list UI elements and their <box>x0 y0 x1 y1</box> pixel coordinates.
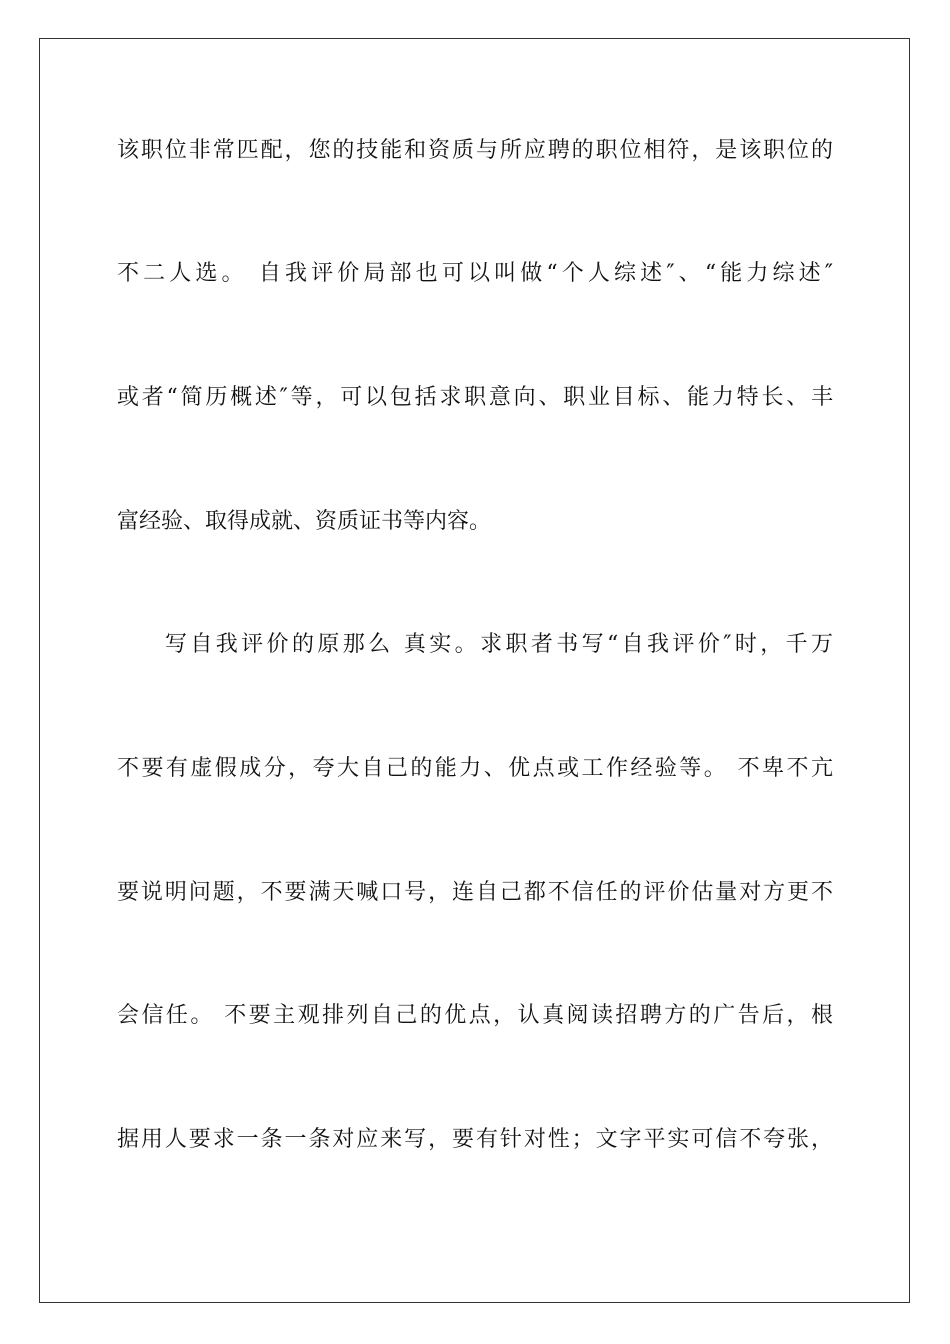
page-border <box>39 38 910 1303</box>
text-line-2: 不二人选。 自我评价局部也可以叫做“个人综述″、“能力综述″ <box>117 261 833 286</box>
text-line-9: 据用人要求一条一条对应来写，要有针对性；文字平实可信不夸张， <box>117 1127 833 1152</box>
text-line-3: 或者“简历概述″等，可以包括求职意向、职业目标、能力特长、丰 <box>117 385 833 410</box>
text-line-4: 富经验、取得成就、资质证书等内容。 <box>117 509 492 534</box>
text-line-6: 不要有虚假成分，夸大自己的能力、优点或工作经验等。 不卑不亢 <box>117 756 833 781</box>
text-line-1: 该职位非常匹配，您的技能和资质与所应聘的职位相符，是该职位的 <box>117 138 833 163</box>
text-line-7: 要说明问题，不要满天喊口号，连自己都不信任的评价估量对方更不 <box>117 880 833 905</box>
paragraph-start-line: 写自我评价的原那么 真实。求职者书写“自我评价″时，千万 <box>165 632 833 657</box>
text-line-8: 会信任。 不要主观排列自己的优点，认真阅读招聘方的广告后，根 <box>117 1003 833 1028</box>
